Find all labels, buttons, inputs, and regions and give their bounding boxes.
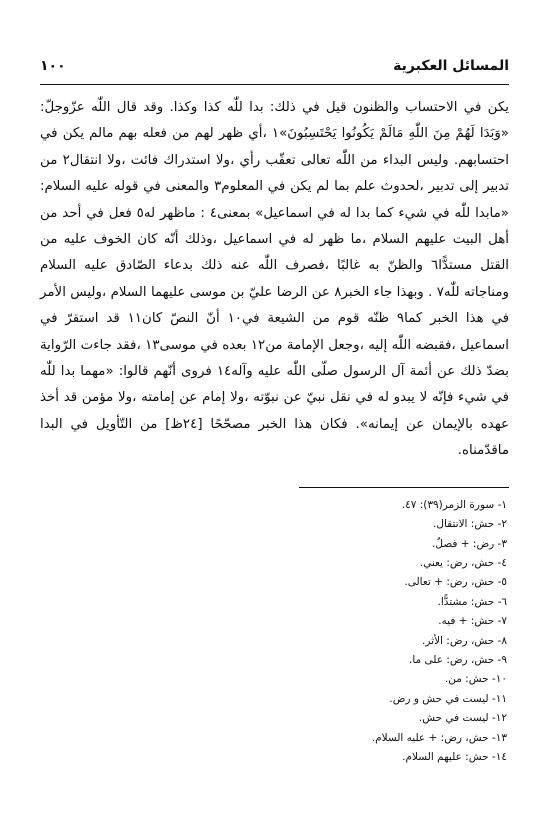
- footnote-item: ٢- حش: الانتقال.: [433, 518, 507, 531]
- footnote-item: ٨- حش، رض: الأثر.: [422, 634, 507, 647]
- footnote-item: ١٣- حش، رض: + عليه السلام.: [371, 731, 507, 744]
- footnote-item: ١٤- حش: عليهم السلام.: [402, 750, 507, 763]
- page-number: ١٠٠: [40, 58, 66, 74]
- footnote-item: ١- سورة الزمر(٣٩): ٤٧.: [401, 498, 507, 511]
- footnote-item: ١١- ليست في حش و رض.: [389, 692, 507, 705]
- running-title: المسائل العكبرية: [393, 58, 509, 74]
- main-text: [40, 95, 509, 465]
- footnote-separator: [299, 487, 509, 488]
- footnote-item: ٤- حش، رض: يعني.: [419, 556, 507, 569]
- header-rule: [40, 84, 509, 85]
- footnote-item: ٩- حش، رض: على ما.: [408, 653, 507, 666]
- footnote-item: ٣- رض: + فصلٌ.: [432, 537, 507, 550]
- footnote-item: ١٠- حش: من.: [444, 673, 507, 686]
- running-header: [40, 58, 509, 78]
- footnote-item: ٧- حش: + فيه.: [438, 615, 507, 628]
- body-paragraph: يكن في الاحتساب والظنون قيل في ذلك: بدا للّٰه كذا وكذا. وقد قال اللّٰه عزّوجلّ: «وَبَدَا لَهُمْ مِنَ اللّٰهِ مَالَمْ يَكُونُوا يَحْتَسِبُونَ»١ ،أي ظهر لهم من فعله بهم مالم يكن في احتسابهم. وليس البداء من اللّٰه تعالى تعقّب رأي ،ولا استدراك فائت ،ولا انتقال٢ من تدبير إلى تدبير ،لحدوث علم بما لم يكن في المعلوم٣ والمعنى في قوله عليه السلام: «مابدا للّٰه في شيء كما بدا له في اسماعيل» بمعنى٤ : ماظهر له٥ فعل في أحد من أهل البيت عليهم السلام ،ما ظهر له في اسماعيل ،وذلك أنّه كان الخوف عليه من القتل مستدًّا٦ والظنّ به غالبًا ،فصرف اللّٰه عنه ذلك بدعاء الصّادق عليه السلام ومناجاته للّٰه٧ . وبهذا جاء الخبر٨ عن الرضا عليّ بن موسى عليهما السلام ،وليس الأمر في هذا الخبر كما٩ ظنّه قوم من الشيعة في١٠ أنّ النصّ كان١١ قد استقرّ في اسماعيل ،فقبضه اللّٰه إليه ،وجعل الإمامة من١٢ بعده في موسى١٣ ،فقد جاءت الرّواية بضدّ ذلك عن أئمة آل الرسول صلّى اللّٰه عليه وآله١٤ فروى أنّهم قالوا: «مهما بدا للّٰه في شيء فإنّه لا يبدو له في نقل نبيّ عن نبوّته ،ولا إمام عن إمامته ،ولا مؤمن قد أخذ عهده بالإيمان عن إيمانه». فكان هذا الخبر مصحّحًا [٢٤ظ] من التّأويل في البدا ماقدّمناه.: [40, 100, 510, 459]
- footnote-item: ٦- حش: مشتدًّا.: [437, 595, 507, 608]
- footnote-item: ٥- حش، رض: + تعالى.: [404, 576, 507, 589]
- footnotes-list: [40, 496, 509, 768]
- footnote-item: ١٢- ليست في حش.: [418, 712, 507, 725]
